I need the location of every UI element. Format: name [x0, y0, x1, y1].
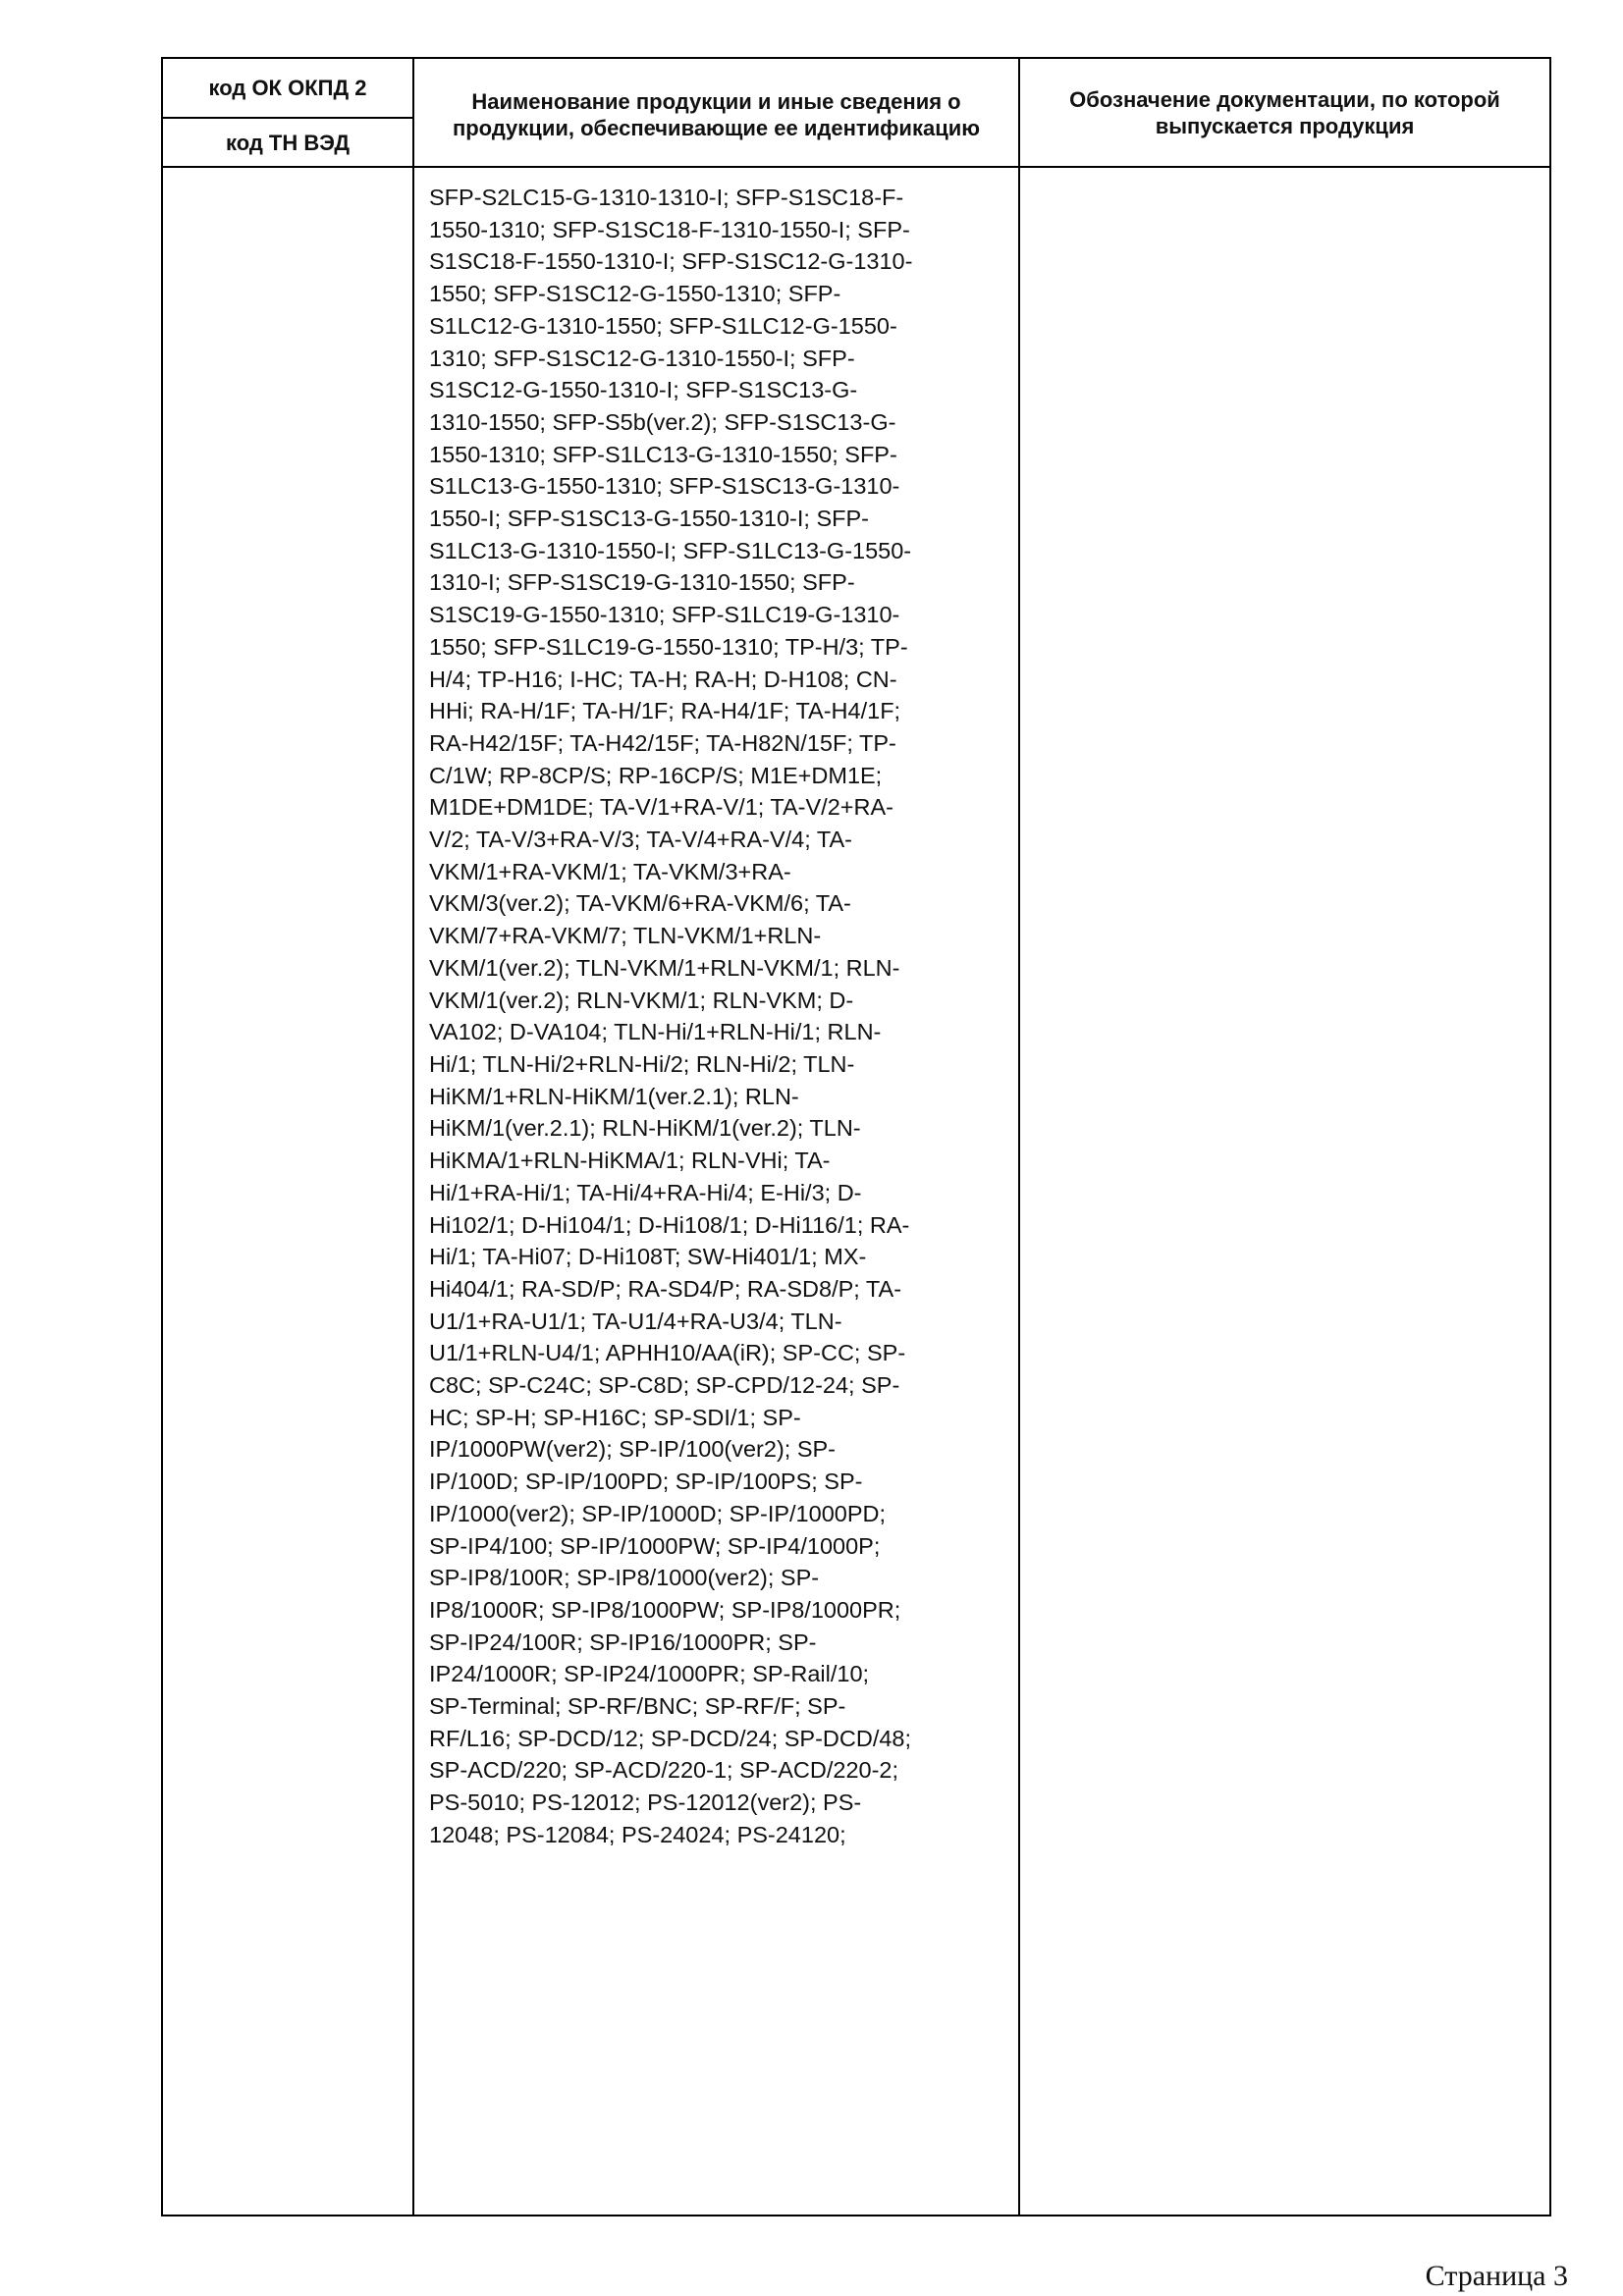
column-divider-1 [412, 57, 414, 2216]
table-right-border [1549, 57, 1551, 2216]
header-tnved-code: код ТН ВЭД [225, 130, 351, 155]
header-documentation: Обозначение документации, по которой выпускается продукция [1069, 86, 1500, 138]
table-left-border [161, 57, 163, 2216]
certificate-table [161, 57, 1551, 2216]
product-list-cell: SFP-S2LC15-G-1310-1310-I; SFP-S1SC18-F- 1550-1310; SFP-S1SC18-F-1310-1550-I; SFP- S1SC18-F-1550-1310-I; SFP-S1SC12-G-1310- 1550; SFP-S1SC12-G-1550-1310; SFP- S1LC12-G-1310-1550; SFP-S1LC12-G-1550- 1310; SFP-S1SC12-G-1310-1550-I; SFP- S1SC12-G-1550-1310-I; SFP-S1SC13-G- 1310-1550; SFP-S5b(ver.2); SFP-S1SC13-G- 1550-1310; SFP-S1LC13-G-1310-1550; SFP- S1LC13-G-1550-1310; SFP-S1SC13-G-1310- 1550-I; SFP-S1SC13-G-1550-1310-I; SFP- S1LC13-G-1310-1550-I; SFP-S1LC13-G-1550- 1310-I; SFP-S1SC19-G-1310-1550; SFP- S1SC19-G-1550-1310; SFP-S1LC19-G-1310- 1550; SFP-S1LC19-G-1550-1310; TP-H/3; TP- H/4; TP-H16; I-HC; TA-H; RA-H; D-H108; CN- HHi; RA-H/1F; TA-H/1F; RA-H4/1F; TA-H4/1F; RA-H42/15F; TA-H42/15F; TA-H82N/15F; TP- C/1W; RP-8CP/S; RP-16CP/S; M1E+DM1E; M1DE+DM1DE; TA-V/1+RA-V/1; TA-V/2+RA- V/2; TA-V/3+RA-V/3; TA-V/4+RA-V/4; TA- VKM/1+RA-VKM/1; TA-VKM/3+RA- VKM/3(ver.2); TA-VKM/6+RA-VKM/6; TA- VKM/7+RA-VKM/7; TLN-VKM/1+RLN- VKM/1(ver.2); TLN-VKM/1+RLN-VKM/1; RLN- VKM/1(ver.2); RLN-VKM/1; RLN-VKM; D- VA102; D-VA104; TLN-Hi/1+RLN-Hi/1; RLN- Hi/1; TLN-Hi/2+RLN-Hi/2; RLN-Hi/2; TLN- HiKM/1+RLN-HiKM/1(ver.2.1); RLN- HiKM/1(ver.2.1); RLN-HiKM/1(ver.2); TLN- HiKMA/1+RLN-HiKMA/1; RLN-VHi; TA- Hi/1+RA-Hi/1; TA-Hi/4+RA-Hi/4; E-Hi/3; D- Hi102/1; D-Hi104/1; D-Hi108/1; D-Hi116/1; RA- Hi/1; TA-Hi07; D-Hi108T; SW-Hi401/1; MX- Hi404/1; RA-SD/P; RA-SD4/P; RA-SD8/P; TA- U1/1+RA-U1/1; TA-U1/4+RA-U3/4; TLN- U1/1+RLN-U4/1; APHH10/AA(iR); SP-CC; SP- C8C; SP-C24C; SP-C8D; SP-CPD/12-24; SP- HC; SP-H; SP-H16C; SP-SDI/1; SP- IP/1000PW(ver2); SP-IP/100(ver2); SP- IP/100D; SP-IP/100PD; SP-IP/100PS; SP- IP/1000(ver2); SP-IP/1000D; SP-IP/1000PD; SP-IP4/100; SP-IP/1000PW; SP-IP4/1000P; SP-IP8/100R; SP-IP8/1000(ver2); SP- IP8/1000R; SP-IP8/1000PW; SP-IP8/1000PR; SP-IP24/100R; SP-IP16/1000PR; SP- IP24/1000R; SP-IP24/1000PR; SP-Rail/10; SP-Terminal; SP-RF/BNC; SP-RF/F; SP- RF/L16; SP-DCD/12; SP-DCD/24; SP-DCD/48; SP-ACD/220; SP-ACD/220-1; SP-ACD/220-2; PS-5010; PS-12012; PS-12012(ver2); PS- 12048; PS-12084; PS-24024; PS-24120; [429, 185, 913, 1847]
header-okpd2-code: код ОК ОКПД 2 [208, 76, 367, 100]
header-product-name: Наименование продукции и иные сведения о продукции, обеспечивающие ее идентификацию [452, 88, 981, 140]
table-bottom-border [161, 2215, 1551, 2216]
page-number: Страница 3 [1425, 2260, 1568, 2292]
header-bottom-border [161, 166, 1551, 168]
column-divider-2 [1018, 57, 1020, 2216]
